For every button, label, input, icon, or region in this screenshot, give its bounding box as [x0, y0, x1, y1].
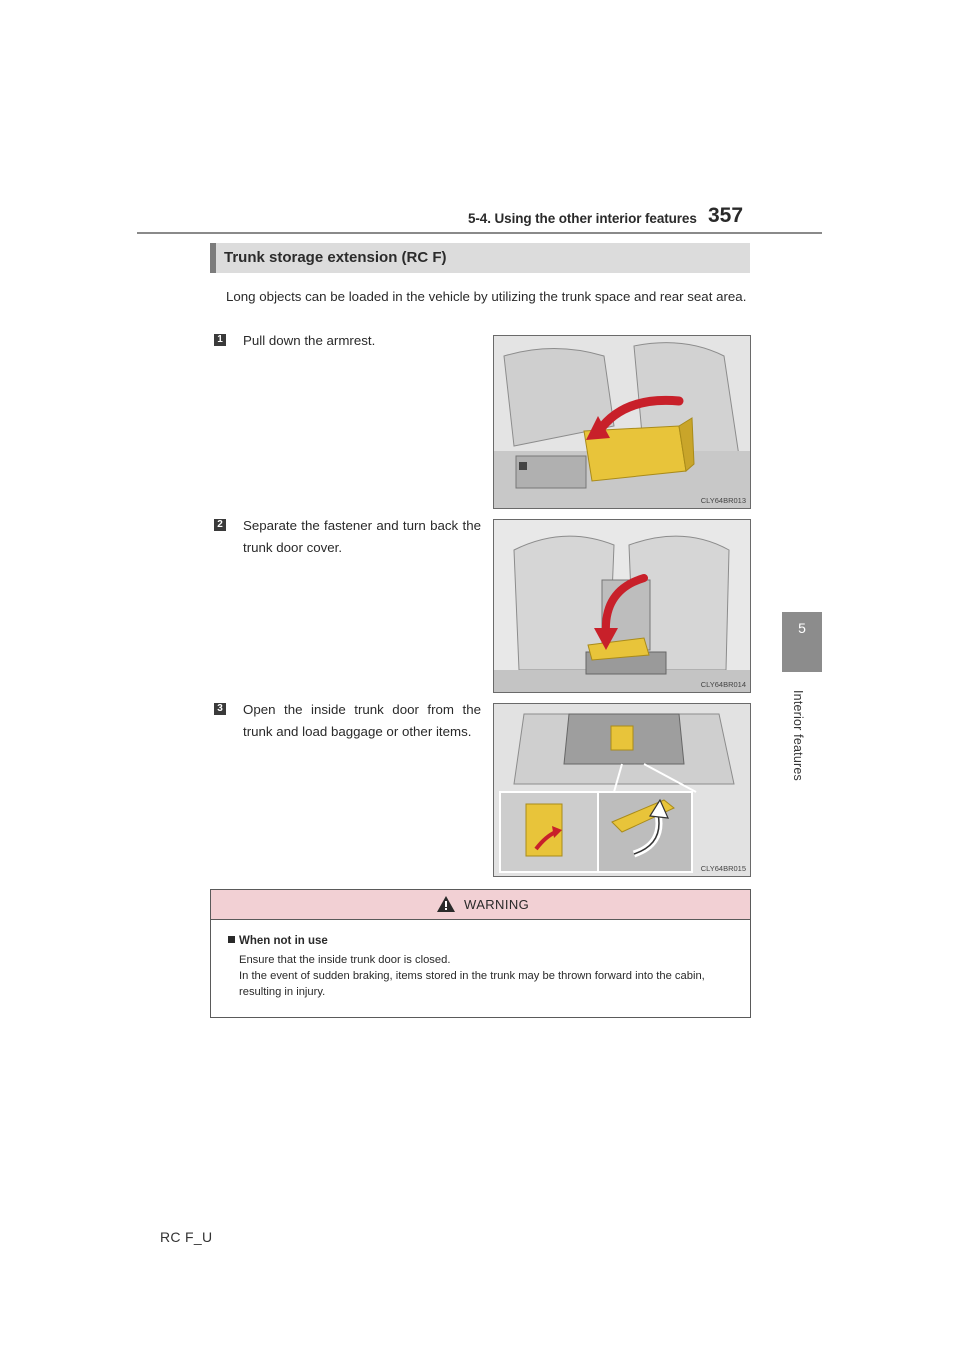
trunk-door-cover-illustration-icon [494, 520, 750, 692]
title-accent [210, 243, 216, 273]
warning-subheading-text: When not in use [239, 935, 328, 947]
inside-trunk-door-illustration-icon [494, 704, 750, 876]
warning-title: WARNING [464, 897, 530, 912]
chapter-title: Interior features [791, 690, 805, 781]
section-title: Trunk storage extension (RC F) [224, 249, 447, 266]
step-image-1 [493, 335, 751, 509]
step-text-1: Pull down the armrest. [243, 333, 376, 348]
step-number-3: 3 [214, 703, 226, 715]
armrest-fold-illustration-icon [494, 336, 750, 508]
step-image-3 [493, 703, 751, 877]
chapter-number: 5 [798, 620, 806, 636]
image-code-3: CLY64BR015 [700, 864, 746, 873]
warning-body [239, 952, 743, 1000]
step-text-2: Separate the fastener and turn back the trunk door cover. [243, 518, 481, 555]
running-header: 5-4. Using the other interior features [468, 211, 697, 226]
warning-line: In the event of sudden braking, items stored in the trunk may be thrown forward into the cabin, resulting in injury. [239, 970, 705, 998]
page-number: 357 [708, 204, 744, 227]
image-code-1: CLY64BR013 [700, 496, 746, 505]
warning-line: Ensure that the inside trunk door is closed. [239, 954, 451, 966]
footer-model: RC F_U [160, 1229, 213, 1245]
warning-header [211, 890, 750, 920]
warning-box [210, 889, 751, 1018]
header-rule [137, 232, 822, 234]
warning-triangle-icon [436, 895, 456, 913]
step-number-2: 2 [214, 519, 226, 531]
warning-subheading [228, 935, 328, 947]
bullet-square-icon [228, 936, 235, 943]
step-image-2 [493, 519, 751, 693]
section-title-bar [210, 243, 750, 273]
section-intro: Long objects can be loaded in the vehicle by utilizing the trunk space and rear seat area. [226, 289, 747, 304]
chapter-tab-label [791, 690, 811, 820]
step-text-3: Open the inside trunk door from the trunk and load baggage or other items. [243, 702, 481, 739]
chapter-tab [782, 612, 822, 672]
step-number-1: 1 [214, 334, 226, 346]
image-code-2: CLY64BR014 [700, 680, 746, 689]
